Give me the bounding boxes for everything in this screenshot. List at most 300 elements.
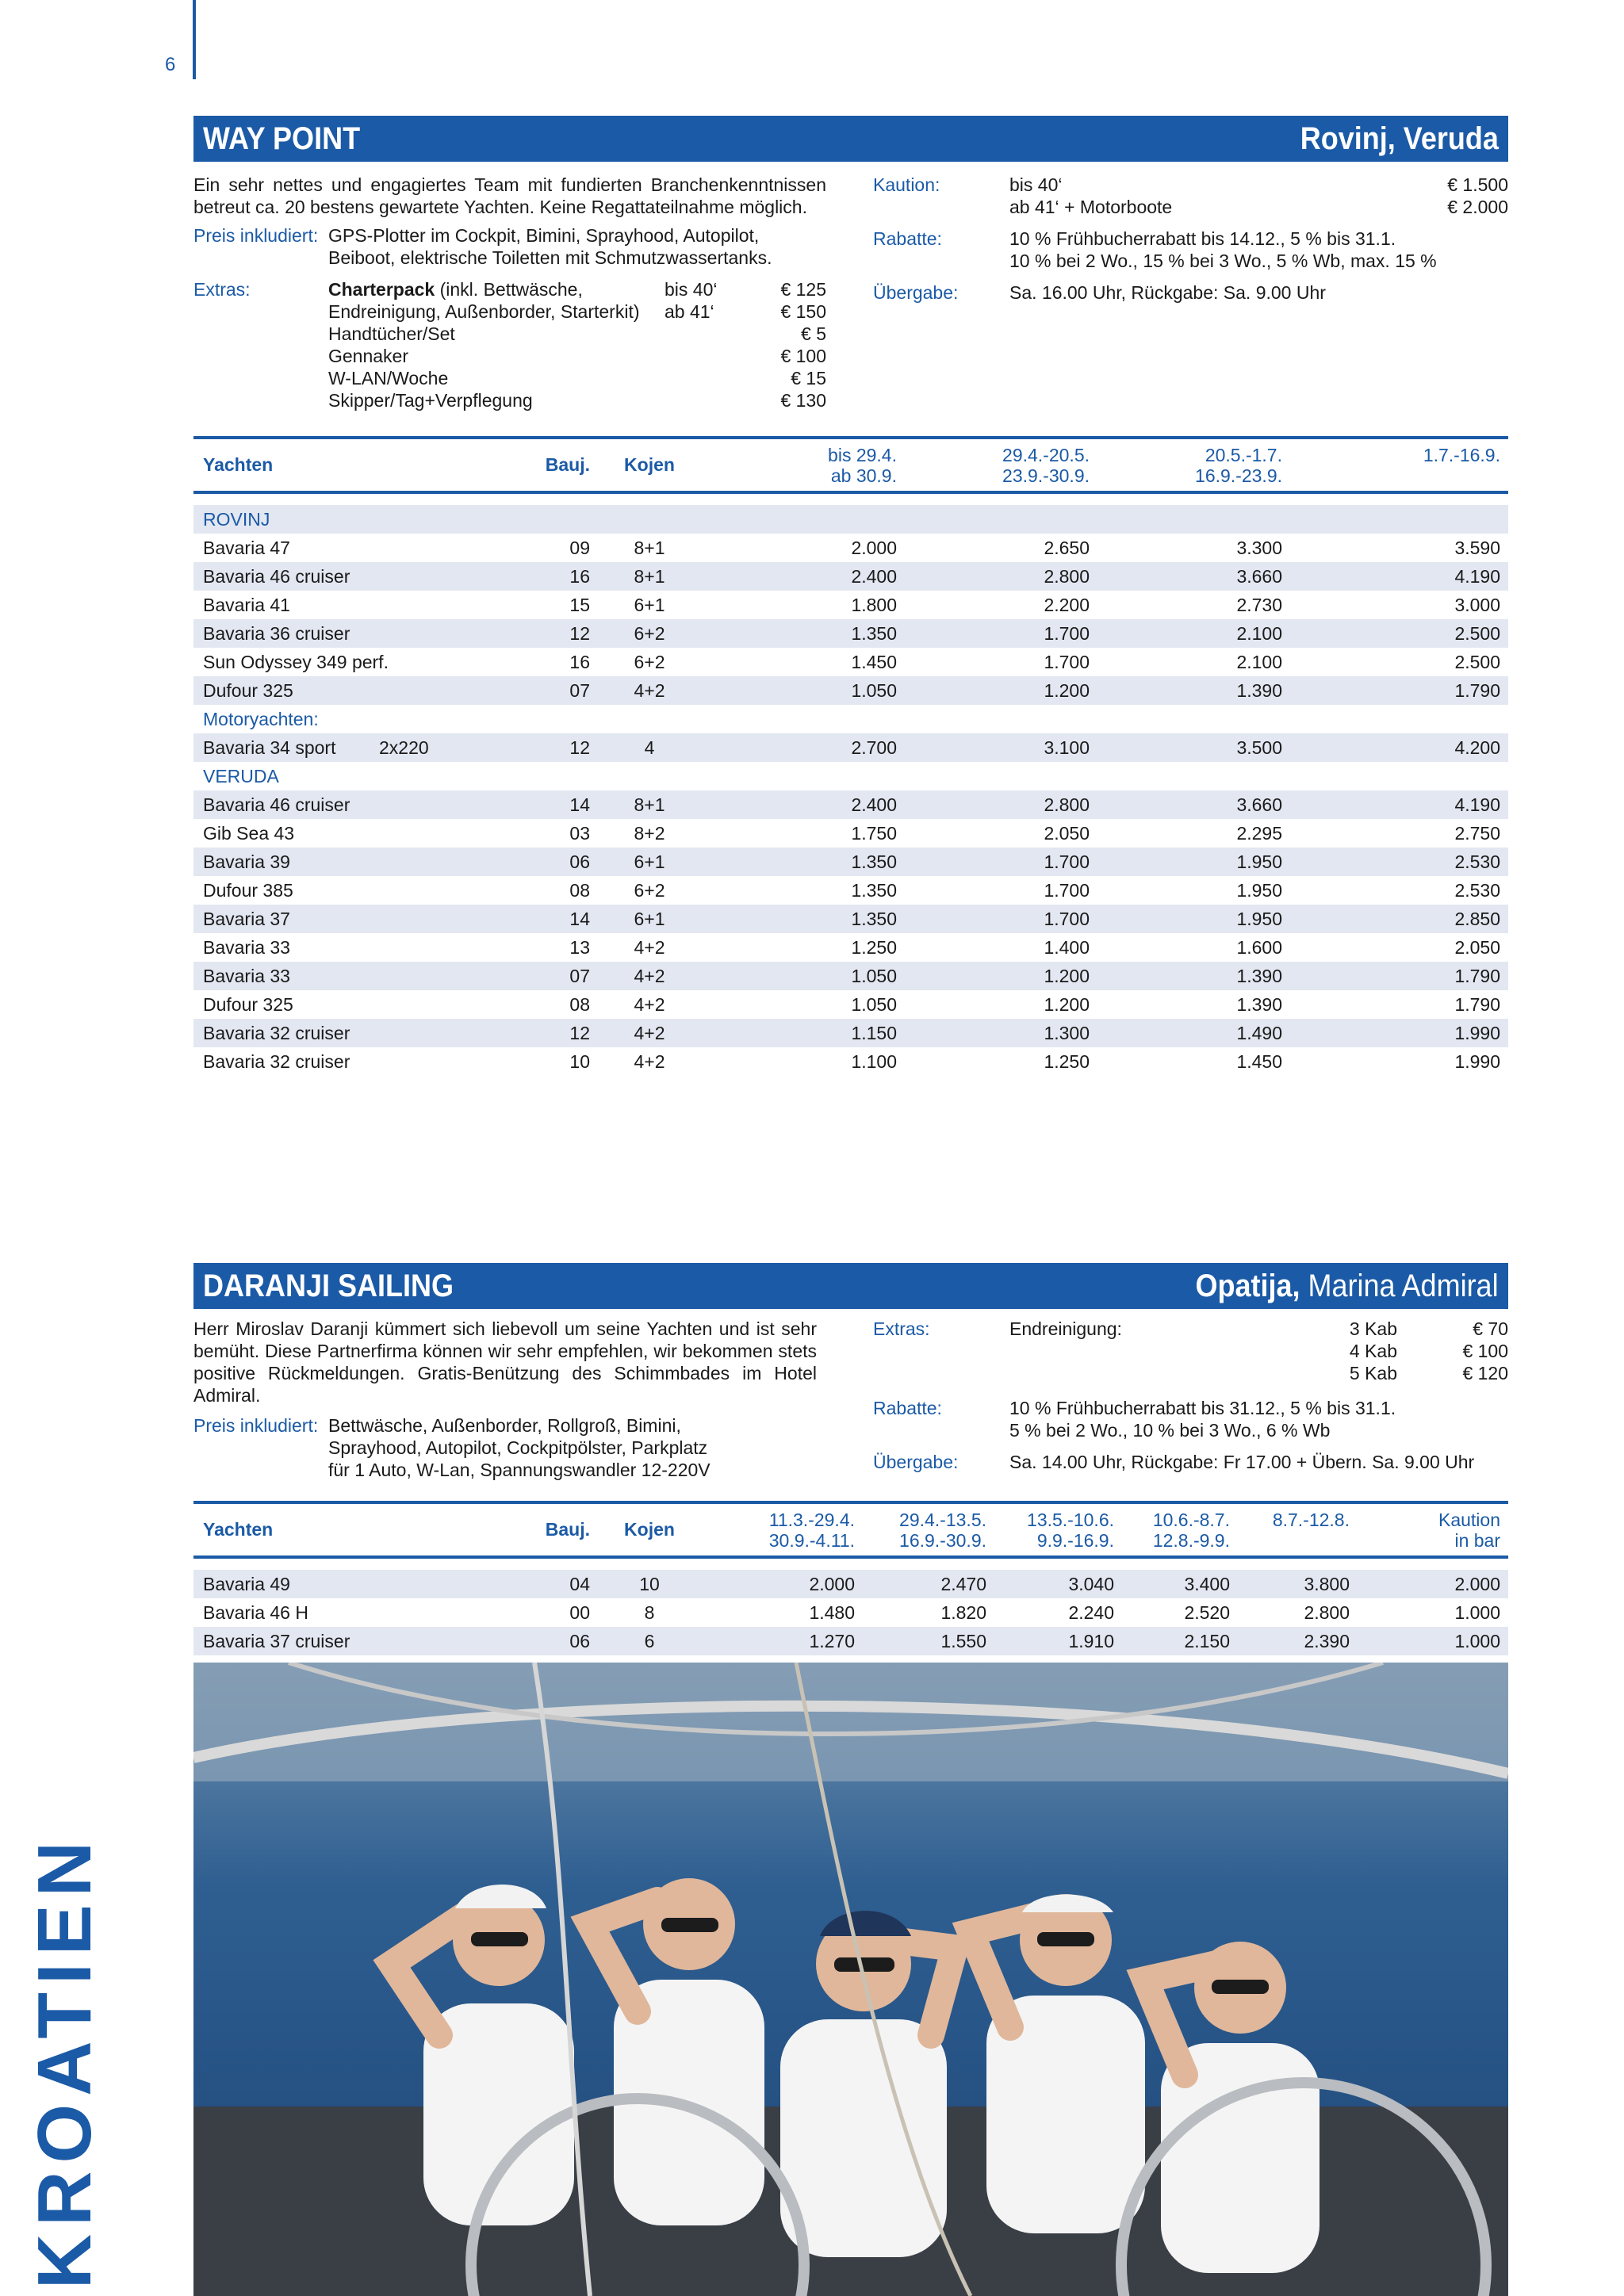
- table-row: [193, 1047, 1508, 1076]
- daranji-preis-row: [193, 1414, 817, 1481]
- yacht-name: [193, 595, 519, 616]
- price-cell: 1.250: [851, 936, 897, 958]
- berths: 8: [644, 1601, 655, 1623]
- daranji-info-right: [873, 1318, 1508, 1473]
- waypoint-preis-text: GPS-Plotter im Cockpit, Bimini, Sprayhood, Autopilot, Beiboot, elektrische Toiletten mit Schmutzwassertanks.: [328, 225, 772, 268]
- price-cell: 3.660: [1236, 565, 1282, 587]
- period-line-2: 16.9.-23.9.: [1195, 465, 1282, 486]
- price-cell: 2.100: [1236, 622, 1282, 644]
- daranji-rabatte-text: [1009, 1397, 1508, 1441]
- price-cell: 2.295: [1236, 822, 1282, 844]
- price-cell: 1.800: [851, 594, 897, 615]
- price-cell: 2.390: [1304, 1630, 1350, 1651]
- price-cell: 1.150: [851, 1022, 897, 1043]
- yacht-name: [193, 937, 519, 959]
- price-cell: 3.500: [1236, 737, 1282, 758]
- daranji-banner: [193, 1263, 1508, 1309]
- price-cell: 1.700: [1044, 851, 1090, 872]
- table-spacer: [193, 494, 1508, 505]
- build-year: 03: [569, 822, 590, 844]
- price-cell: 1.700: [1044, 879, 1090, 901]
- yacht-name: [193, 709, 519, 730]
- col-yachten: Yachten: [203, 454, 274, 475]
- daranji-rabatte-line: 5 % bei 2 Wo., 10 % bei 3 Wo., 6 % Wb: [1009, 1420, 1331, 1441]
- price-cell: 1.480: [809, 1601, 855, 1623]
- daranji-title: DARANJI SAILING: [203, 1268, 454, 1303]
- waypoint-intro: Ein sehr nettes und engagiertes Team mit fundierten Branchenkenntnissen betreut ca. 20 bestens gewartete Yachten. Keine Regattateilnahme möglich.: [193, 174, 826, 217]
- price-cell: 2.150: [1184, 1630, 1230, 1651]
- extras-condition: 3 Kab: [1349, 1318, 1397, 1339]
- waypoint-uebergabe-row: [873, 281, 1508, 304]
- period-header: [855, 1510, 986, 1551]
- yacht-name: [193, 509, 519, 530]
- waypoint-preis-label: Preis inkludiert:: [193, 225, 319, 246]
- build-year: 13: [569, 936, 590, 958]
- period-header: [1282, 445, 1508, 486]
- col-kojen: Kojen: [624, 454, 675, 475]
- table-row: [193, 933, 1508, 962]
- table-section-row: [193, 705, 1508, 733]
- build-year: 12: [569, 737, 590, 758]
- berths: 6+1: [634, 851, 665, 872]
- yacht-name: [193, 566, 519, 587]
- period-line-2: ab 30.9.: [830, 465, 897, 486]
- yacht-name: [193, 1574, 519, 1595]
- daranji-preis-label: Preis inkludiert:: [193, 1415, 319, 1436]
- extras-condition: [665, 389, 728, 411]
- price-cell: 1.250: [1044, 1050, 1090, 1072]
- price-cell: 3.800: [1304, 1573, 1350, 1594]
- daranji-uebergabe-label: Übergabe:: [873, 1452, 959, 1472]
- price-cell: 1.200: [1044, 965, 1090, 986]
- waypoint-info-right: [873, 174, 1508, 304]
- daranji-extras-list: [1231, 1318, 1508, 1384]
- daranji-preis-text: Bettwäsche, Außenborder, Rollgroß, Bimini, Sprayhood, Autopilot, Cockpitpölster, Parkplatz für 1 Auto, W-Lan, Spannungswandler 12-220V: [328, 1415, 710, 1480]
- price-cell: 4.200: [1454, 737, 1500, 758]
- col-kojen: Kojen: [624, 1519, 675, 1540]
- daranji-uebergabe-text: Sa. 14.00 Uhr, Rückgabe: Fr 17.00 + Übern. Sa. 9.00 Uhr: [1009, 1452, 1475, 1472]
- price-cell: 1.950: [1236, 879, 1282, 901]
- col-bauj: Bauj.: [545, 454, 590, 475]
- yacht-name: [193, 737, 519, 759]
- price-cell: 1.000: [1454, 1630, 1500, 1651]
- price-cell: 3.100: [1044, 737, 1090, 758]
- extras-item: Handtücher/Set: [328, 323, 455, 344]
- price-cell: 1.390: [1236, 679, 1282, 701]
- yacht-name: [193, 1602, 519, 1624]
- daranji-rabatte-label: Rabatte:: [873, 1398, 942, 1418]
- price-cell: 4.190: [1454, 565, 1500, 587]
- price-cell: 1.910: [1068, 1630, 1114, 1651]
- table-row: [193, 1570, 1508, 1598]
- build-year: 16: [569, 565, 590, 587]
- price-cell: 3.040: [1068, 1573, 1114, 1594]
- berths: 4+2: [634, 993, 665, 1015]
- berths: 6+1: [634, 594, 665, 615]
- build-year: 04: [569, 1573, 590, 1594]
- yacht-name: [193, 823, 519, 844]
- daranji-period-headers: [709, 1510, 1508, 1551]
- yacht-name: [193, 680, 519, 702]
- extras-item: Charterpack (inkl. Bettwäsche,: [328, 279, 583, 300]
- price-cell: 2.650: [1044, 537, 1090, 558]
- yacht-name: [193, 880, 519, 901]
- yacht-name: [193, 851, 519, 873]
- berths: 8+1: [634, 794, 665, 815]
- period-line-2: in bar: [1454, 1529, 1500, 1551]
- table-row: [193, 990, 1508, 1019]
- kaution-row: [1009, 174, 1508, 196]
- price-cell: 2.000: [1454, 1573, 1500, 1594]
- yacht-name: [193, 623, 519, 645]
- extras-row: [328, 323, 826, 345]
- build-year: 15: [569, 594, 590, 615]
- period-header: [709, 445, 897, 486]
- table-row: [193, 1627, 1508, 1655]
- berths: 4+2: [634, 965, 665, 986]
- period-line-1: Kaution: [1438, 1509, 1500, 1530]
- price-cell: 1.450: [1236, 1050, 1282, 1072]
- waypoint-extras-row: [193, 278, 826, 411]
- period-line-1: 13.5.-10.6.: [1027, 1509, 1114, 1530]
- price-cell: 2.750: [1454, 822, 1500, 844]
- period-header: [1114, 1510, 1230, 1551]
- price-cell: 2.050: [1454, 936, 1500, 958]
- extras-row: [328, 345, 826, 367]
- extras-row: [1231, 1318, 1508, 1340]
- yacht-name-text: Dufour 325: [203, 993, 293, 1015]
- yacht-name-text: Bavaria 46 cruiser: [203, 794, 350, 815]
- period-line-2: 23.9.-30.9.: [1002, 465, 1090, 486]
- period-line-1: bis 29.4.: [828, 444, 897, 465]
- period-line-1: 1.7.-16.9.: [1423, 444, 1500, 465]
- extras-condition: [665, 367, 728, 389]
- berths: 4+2: [634, 1022, 665, 1043]
- table-row: [193, 619, 1508, 648]
- period-line-1: 29.4.-20.5.: [1002, 444, 1090, 465]
- price-cell: 2.530: [1454, 851, 1500, 872]
- price-cell: 2.800: [1044, 565, 1090, 587]
- extras-price: € 150: [780, 301, 826, 322]
- price-cell: 2.000: [851, 537, 897, 558]
- period-line-1: 11.3.-29.4.: [768, 1509, 855, 1530]
- table-row: [193, 562, 1508, 591]
- daranji-uebergabe-row: [873, 1451, 1508, 1473]
- kaution-condition: ab 41‘ + Motorboote: [1009, 197, 1173, 217]
- extras-price: € 15: [791, 368, 826, 388]
- price-cell: 2.730: [1236, 594, 1282, 615]
- kaution-price: € 2.000: [1447, 197, 1508, 217]
- yacht-name: [193, 966, 519, 987]
- table-row: [193, 962, 1508, 990]
- period-line-1: 29.4.-13.5.: [899, 1509, 986, 1530]
- yacht-name: [193, 1051, 519, 1073]
- price-cell: 2.400: [851, 794, 897, 815]
- waypoint-preis-row: [193, 224, 826, 269]
- side-country-label: [20, 1833, 111, 2290]
- build-year: 08: [569, 993, 590, 1015]
- berths: 6+2: [634, 622, 665, 644]
- yacht-name-text: Bavaria 47: [203, 537, 290, 558]
- yacht-name-text: Bavaria 46 H: [203, 1601, 308, 1623]
- build-year: 00: [569, 1601, 590, 1623]
- table-row: [193, 676, 1508, 705]
- yacht-name-text: Bavaria 32 cruiser: [203, 1050, 350, 1072]
- period-line-2: 16.9.-30.9.: [899, 1529, 986, 1551]
- waypoint-kaution-label: Kaution:: [873, 174, 940, 195]
- extras-item: Endreinigung, Außenborder, Starterkit): [328, 301, 640, 322]
- extras-price: € 100: [780, 346, 826, 366]
- waypoint-rabatte-line: 10 % Frühbucherrabatt bis 14.12., 5 % bis 31.1.: [1009, 228, 1396, 249]
- price-cell: 1.990: [1454, 1050, 1500, 1072]
- extras-row: [328, 278, 826, 300]
- extras-item-bold: Charterpack: [328, 279, 435, 300]
- yacht-name-text: Dufour 325: [203, 679, 293, 701]
- extras-row: [1231, 1362, 1508, 1384]
- berths: 6+2: [634, 651, 665, 672]
- price-cell: 1.300: [1044, 1022, 1090, 1043]
- price-cell: 1.050: [851, 993, 897, 1015]
- yacht-name-text: Bavaria 37: [203, 908, 290, 929]
- price-cell: 1.600: [1236, 936, 1282, 958]
- build-year: 12: [569, 622, 590, 644]
- period-line-1: 8.7.-12.8.: [1272, 1509, 1350, 1530]
- waypoint-extras-label: Extras:: [193, 279, 251, 300]
- daranji-table-header: [193, 1501, 1508, 1559]
- table-row: [193, 905, 1508, 933]
- price-cell: 1.820: [940, 1601, 986, 1623]
- period-line-2: 30.9.-4.11.: [768, 1529, 855, 1551]
- price-cell: 1.790: [1454, 679, 1500, 701]
- waypoint-banner: [193, 116, 1508, 162]
- page-number: 6: [165, 54, 176, 75]
- price-cell: 1.450: [851, 651, 897, 672]
- period-line-1: 20.5.-1.7.: [1205, 444, 1282, 465]
- build-year: 12: [569, 1022, 590, 1043]
- daranji-info-left: [193, 1318, 817, 1481]
- extras-condition: [665, 345, 728, 367]
- berths: 10: [639, 1573, 660, 1594]
- build-year: 07: [569, 679, 590, 701]
- price-cell: 1.350: [851, 851, 897, 872]
- period-header: [897, 445, 1090, 486]
- price-cell: 3.590: [1454, 537, 1500, 558]
- yacht-name-text: VERUDA: [203, 765, 279, 786]
- extras-price: € 125: [780, 279, 826, 300]
- berths: 4+2: [634, 1050, 665, 1072]
- price-cell: 1.790: [1454, 993, 1500, 1015]
- daranji-location-rest: Marina Admiral: [1300, 1268, 1499, 1303]
- table-row: [193, 1598, 1508, 1627]
- price-cell: 1.350: [851, 622, 897, 644]
- price-cell: 3.660: [1236, 794, 1282, 815]
- berths: 4+2: [634, 936, 665, 958]
- yacht-name: [193, 652, 519, 673]
- extras-condition: bis 40‘: [665, 279, 718, 300]
- price-cell: 2.050: [1044, 822, 1090, 844]
- yacht-name-text: Bavaria 41: [203, 594, 290, 615]
- price-cell: 2.100: [1236, 651, 1282, 672]
- waypoint-table-header: [193, 436, 1508, 494]
- table-row: [193, 1019, 1508, 1047]
- yacht-name: [193, 538, 519, 559]
- build-year: 10: [569, 1050, 590, 1072]
- price-cell: 1.990: [1454, 1022, 1500, 1043]
- waypoint-uebergabe-label: Übergabe:: [873, 282, 959, 303]
- price-cell: 2.850: [1454, 908, 1500, 929]
- price-cell: 1.950: [1236, 908, 1282, 929]
- price-cell: 2.200: [1044, 594, 1090, 615]
- price-cell: 1.050: [851, 965, 897, 986]
- yacht-name-text: Motoryachten:: [203, 708, 319, 729]
- table-row: [193, 848, 1508, 876]
- waypoint-rabatte-row: [873, 228, 1508, 272]
- waypoint-location: [1300, 121, 1499, 157]
- yacht-name-text: Bavaria 39: [203, 851, 290, 872]
- table-row: [193, 790, 1508, 819]
- table-row: [193, 534, 1508, 562]
- price-cell: 2.400: [851, 565, 897, 587]
- kaution-row: [1009, 196, 1508, 218]
- build-year: 14: [569, 794, 590, 815]
- daranji-location-bold: Opatija,: [1195, 1268, 1300, 1303]
- price-cell: 1.390: [1236, 965, 1282, 986]
- extras-condition: 4 Kab: [1349, 1341, 1397, 1361]
- side-country-text: KROATIEN: [22, 1833, 108, 2290]
- price-cell: 1.950: [1236, 851, 1282, 872]
- price-cell: 1.400: [1044, 936, 1090, 958]
- period-line-2: 9.9.-16.9.: [1036, 1529, 1114, 1551]
- price-cell: 2.240: [1068, 1601, 1114, 1623]
- yacht-name-text: Bavaria 46 cruiser: [203, 565, 350, 587]
- waypoint-rabatte-line: 10 % bei 2 Wo., 15 % bei 3 Wo., 5 % Wb, max. 15 %: [1009, 251, 1437, 271]
- period-header: [1230, 1510, 1350, 1551]
- price-cell: 2.520: [1184, 1601, 1230, 1623]
- extras-item: Skipper/Tag+Verpflegung: [328, 390, 533, 411]
- col-bauj: Bauj.: [545, 1519, 590, 1540]
- yacht-name: [193, 909, 519, 930]
- build-year: 06: [569, 1630, 590, 1651]
- yacht-name-text: Bavaria 49: [203, 1573, 290, 1594]
- price-cell: 1.550: [940, 1630, 986, 1651]
- berths: 4+2: [634, 679, 665, 701]
- price-cell: 2.700: [851, 737, 897, 758]
- berths: 6: [644, 1630, 655, 1651]
- waypoint-kaution-list: [1009, 174, 1508, 218]
- price-cell: 2.000: [809, 1573, 855, 1594]
- table-row: [193, 591, 1508, 619]
- yacht-name-text: Bavaria 33: [203, 965, 290, 986]
- price-cell: 1.490: [1236, 1022, 1282, 1043]
- extras-price: € 130: [780, 390, 826, 411]
- price-cell: 4.190: [1454, 794, 1500, 815]
- extras-row: [328, 300, 826, 323]
- page-margin-rule: [193, 0, 196, 79]
- yacht-name-text: Bavaria 33: [203, 936, 290, 958]
- price-cell: 3.400: [1184, 1573, 1230, 1594]
- daranji-location: [1196, 1269, 1499, 1304]
- extras-item: W-LAN/Woche: [328, 368, 449, 388]
- extras-condition: ab 41‘: [665, 301, 714, 322]
- waypoint-location-bold: Rovinj, Veruda: [1300, 121, 1499, 156]
- period-line-2: 12.8.-9.9.: [1152, 1529, 1230, 1551]
- extras-condition: [665, 323, 728, 345]
- daranji-table-body: [193, 1570, 1508, 1655]
- extras-condition: 5 Kab: [1349, 1363, 1397, 1383]
- waypoint-price-table: [193, 436, 1508, 1076]
- yacht-name: [193, 994, 519, 1016]
- period-header: [986, 1510, 1114, 1551]
- daranji-extras-item: Endreinigung:: [1009, 1318, 1122, 1339]
- daranji-intro: Herr Miroslav Daranji kümmert sich liebevoll um seine Yachten und ist sehr bemüht. Diese Partnerfirma können wir sehr empfehlen, wir bekommen stets positive Rückmeldungen. Gratis-Benützung des Schimmbades im Hotel Admiral.: [193, 1318, 817, 1406]
- yacht-name-text: Gib Sea 43: [203, 822, 295, 844]
- berths: 8+1: [634, 565, 665, 587]
- price-cell: 2.500: [1454, 651, 1500, 672]
- yacht-name-text: Bavaria 37 cruiser: [203, 1630, 350, 1651]
- extras-row: [328, 389, 826, 411]
- extras-price: € 120: [1462, 1363, 1508, 1383]
- table-section-row: [193, 762, 1508, 790]
- waypoint-rabatte-text: [1009, 228, 1508, 272]
- waypoint-rabatte-label: Rabatte:: [873, 228, 942, 249]
- kaution-condition: bis 40‘: [1009, 174, 1063, 195]
- berths: 8+1: [634, 537, 665, 558]
- table-row: [193, 733, 1508, 762]
- price-cell: 2.470: [940, 1573, 986, 1594]
- build-year: 07: [569, 965, 590, 986]
- price-cell: 1.350: [851, 908, 897, 929]
- berths: 4: [644, 737, 655, 758]
- price-cell: 1.790: [1454, 965, 1500, 986]
- yacht-name-text: Bavaria 34 sport: [203, 737, 336, 758]
- table-spacer: [193, 1559, 1508, 1570]
- yacht-name-text: Dufour 385: [203, 879, 293, 901]
- berths: 6+2: [634, 879, 665, 901]
- col-yachten: Yachten: [203, 1519, 274, 1540]
- daranji-extras-row: [873, 1318, 1508, 1384]
- price-cell: 2.800: [1304, 1601, 1350, 1623]
- price-cell: 2.530: [1454, 879, 1500, 901]
- extras-row: [328, 367, 826, 389]
- yacht-name-text: Bavaria 36 cruiser: [203, 622, 350, 644]
- table-section-row: [193, 505, 1508, 534]
- period-header: [709, 1510, 855, 1551]
- waypoint-extras-list: [328, 278, 826, 411]
- daranji-price-table: [193, 1501, 1508, 1655]
- photo-illustration: [193, 1663, 1508, 2296]
- waypoint-kaution-row: [873, 174, 1508, 218]
- sailing-crew-photo: [193, 1663, 1508, 2296]
- yacht-name: [193, 1631, 519, 1652]
- waypoint-uebergabe-text: Sa. 16.00 Uhr, Rückgabe: Sa. 9.00 Uhr: [1009, 282, 1326, 303]
- price-cell: 2.500: [1454, 622, 1500, 644]
- waypoint-title: WAY POINT: [203, 121, 361, 156]
- build-year: 16: [569, 651, 590, 672]
- waypoint-table-body: [193, 505, 1508, 1076]
- daranji-rabatte-line: 10 % Frühbucherrabatt bis 31.12., 5 % bis 31.1.: [1009, 1398, 1396, 1418]
- period-header: [1350, 1510, 1508, 1551]
- berths: 8+2: [634, 822, 665, 844]
- extras-item: Gennaker: [328, 346, 409, 366]
- table-row: [193, 819, 1508, 848]
- table-row: [193, 876, 1508, 905]
- extras-price: € 100: [1462, 1341, 1508, 1361]
- price-cell: 1.270: [809, 1630, 855, 1651]
- table-row: [193, 648, 1508, 676]
- price-cell: 1.700: [1044, 908, 1090, 929]
- price-cell: 1.200: [1044, 679, 1090, 701]
- daranji-rabatte-row: [873, 1397, 1508, 1441]
